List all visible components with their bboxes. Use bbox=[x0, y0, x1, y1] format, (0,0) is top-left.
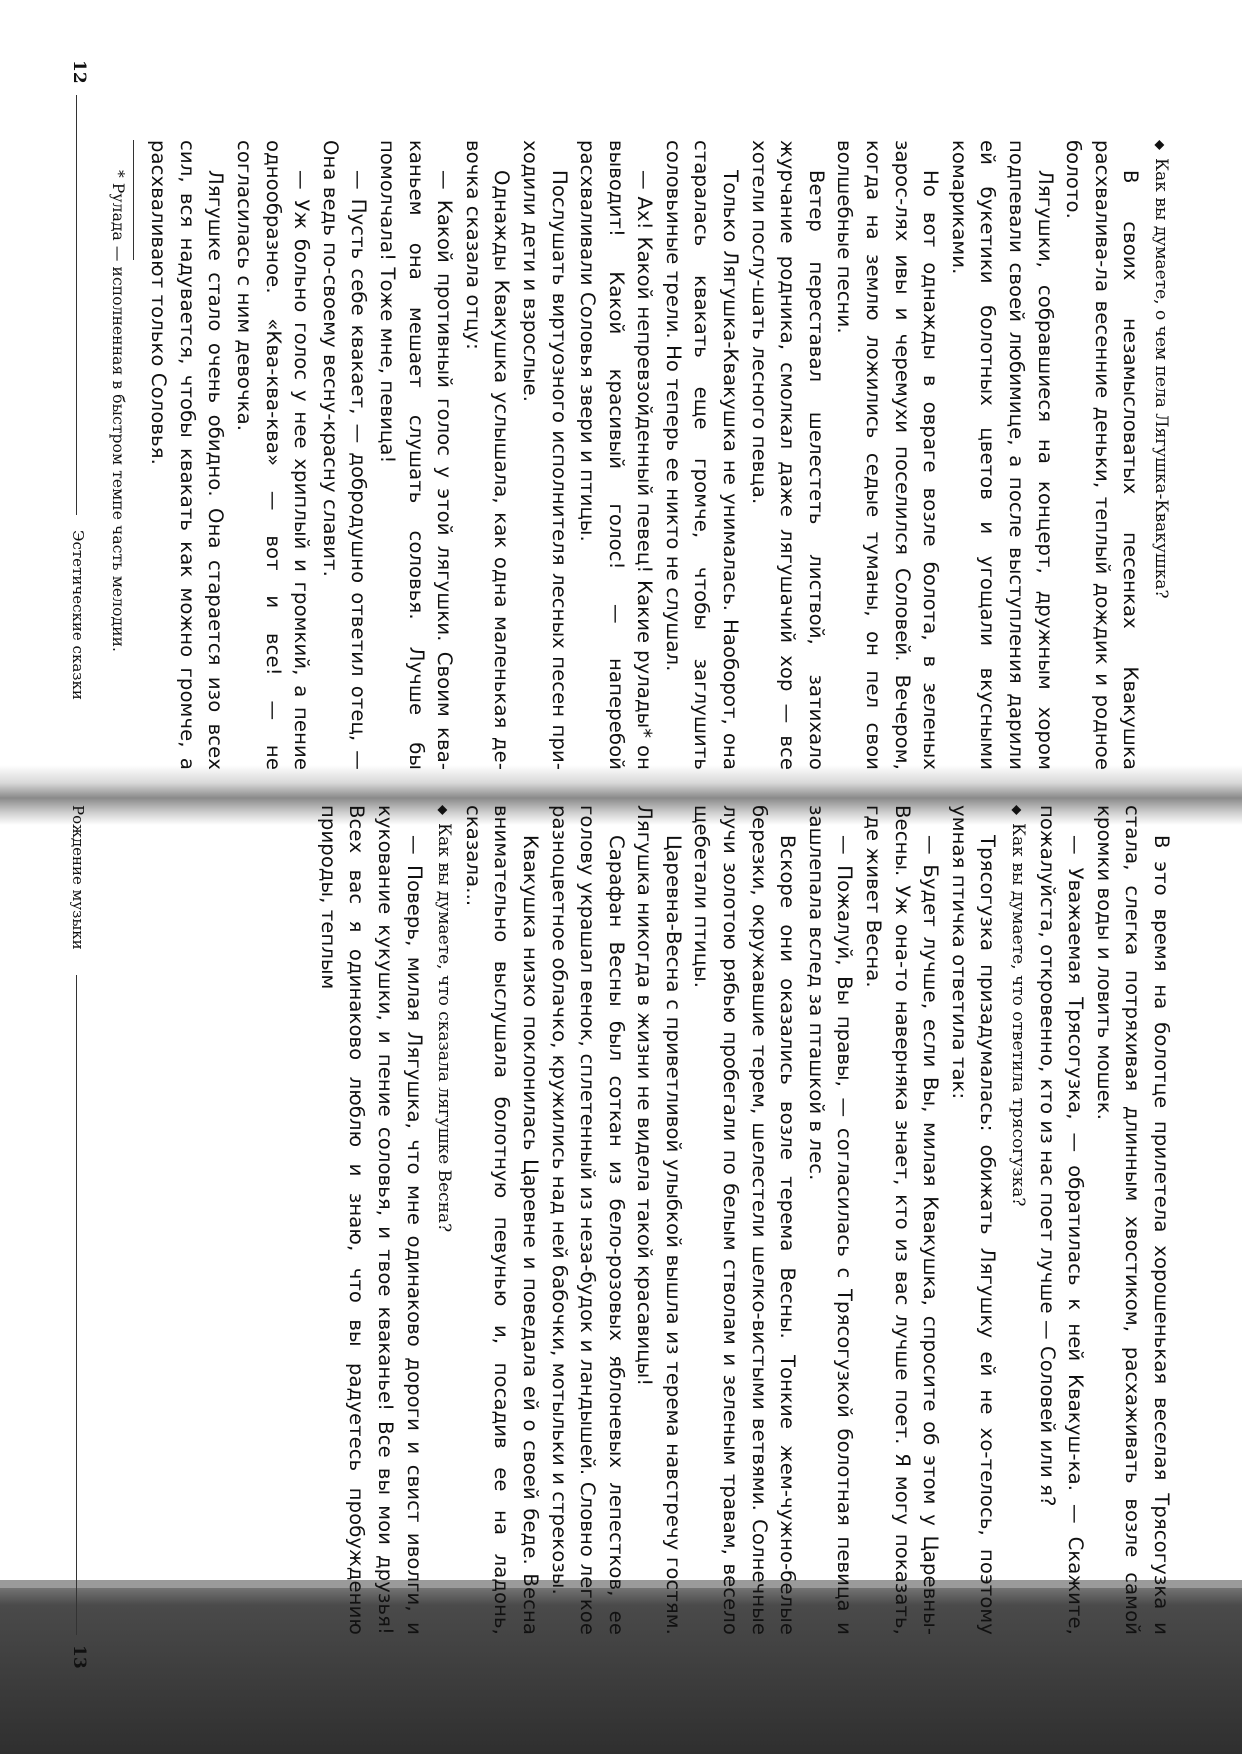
paragraph: Однажды Квакушка услышала, как одна маленькая де-вочка сказала отцу: bbox=[461, 140, 514, 770]
page-number-left: 12 bbox=[69, 60, 89, 84]
paragraph: Царевна-Весна с приветливой улыбкой вышла из терема навстречу гостям. Лягушка никогда в жизни не видела такой красавицы! bbox=[633, 805, 685, 1635]
paragraph: — Ах! Какой непревзойденный певец! Какие рулады* он выводит! Какой красивый голос! — наперебой расхваливали Соловья звери и птицы. bbox=[576, 140, 657, 770]
running-title-right: Рождение музыки bbox=[69, 805, 87, 950]
paragraph: В это время на болотце прилетела хорошенькая веселая Трясогузка и стала, слегка потряхивая длинным хвостиком, расхаживать возле самой кромки воды и ловить мошек. bbox=[1092, 805, 1173, 1635]
paragraph: Лягушки, собравшиеся на концерт, дружным хором подпевали своей любимице, а после выступления дарили ей букетики болотных цветов и угощали вкусными комариками. bbox=[947, 140, 1057, 770]
paragraph: — Уж больно голос у нее хриплый и громкий, а пение однообразное. «Ква-ква-ква» — вот и все! — не согласилась с ним девочка. bbox=[233, 140, 314, 770]
paragraph: — Уважаемая Трясогузка, — обратилась к ней Квакуш-ка. — Скажите, пожалуйста, откровенно, кто из нас поет лучше — Соловей или я? bbox=[1035, 805, 1088, 1635]
paragraph: Вскоре они оказались возле терема Весны. Тонкие жем-чужно-белые березки, окружавшие терем, шелестели шелко-вистыми ветвями. Солнечные лучи золотою рябью пробегали по белым стволам и зеленым травам, весело щебетали птицы. bbox=[690, 805, 800, 1635]
paragraph: В своих незамысловатых песенках Квакушка расхвалива-ла весенние деньки, теплый дождик и родное болото. bbox=[1062, 140, 1143, 770]
footer-rule-left bbox=[76, 95, 77, 515]
question-1: ◆Как вы думаете, о чем пела Лягушка-Квакушка? bbox=[1144, 140, 1175, 770]
paragraph: — Пожалуй, Вы правы, — согласилась с Трясогузкой болотная певица и зашлепала вслед за пташкой в лес. bbox=[804, 805, 857, 1635]
page-number-right: 13 bbox=[69, 1645, 89, 1669]
paragraph: — Пусть себе квакает, — добродушно ответил отец, — Она ведь по-своему весну-красну славит. bbox=[318, 140, 371, 770]
left-page bbox=[60, 60, 1175, 770]
left-page-text bbox=[108, 140, 1175, 770]
right-page bbox=[60, 805, 1175, 1669]
diamond-bullet-icon: ◆ bbox=[1009, 805, 1025, 815]
paragraph: — Будет лучше, если Вы, милая Квакушка, спросите об этом у Царевны-Весны. Уж она-то наверняка знает, кто из вас лучше поет. Я могу показать, где живет Весна. bbox=[862, 805, 943, 1635]
diamond-bullet-icon: ◆ bbox=[1152, 140, 1167, 150]
footnote: * Рулада — исполненная в быстром темпе часть мелодии. bbox=[108, 170, 127, 653]
paragraph: — Поверь, милая Лягушка, что мне одинаково дороги и свист иволги, и кукование кукушки, и пение соловья, и твое кваканье! Все вы мои друзья! Всех вас я одинаково люблю и знаю, что вы радуетесь пробуждению природы, теплым bbox=[316, 805, 426, 1635]
paragraph: — Какой противный голос у этой лягушки. Своим ква-каньем она мешает слушать соловья. Лучше бы помолчала! Тоже мне, певица! bbox=[375, 140, 457, 770]
paragraph: Сарафан Весны был соткан из бело-розовых яблоневых лепестков, ее голову украшал венок, сплетенный из неза-будок и ландышей. Словно легкое разноцветное облачко, кружились над ней бабочки, мотыльки и стрекозы. bbox=[547, 805, 628, 1635]
question-2: ◆Как вы думаете, что ответила трясогузка? bbox=[1001, 805, 1032, 1635]
paragraph: Но вот однажды в овраге возле болота, в зеленых зарос-лях ивы и черемухи поселился Соловей. Вечером, когда на землю ложились седые туманы, он пел свои волшебные песни. bbox=[833, 140, 943, 770]
footer-rule-right bbox=[76, 975, 77, 1635]
paragraph: Только Лягушка-Квакушка не унималась. Наоборот, она старалась квакать еще громче, чтобы заглушить соловьиные трели. Но теперь ее никто не слушал. bbox=[661, 140, 743, 770]
paragraph: Лягушке стало очень обидно. Она старается изо всех сил, вся надувается, чтобы квакать как можно громче, а расхваливают только Соловья. bbox=[147, 140, 228, 770]
running-title-left: Эстетические сказки bbox=[69, 530, 87, 700]
right-page-text bbox=[175, 805, 1175, 1635]
paragraph: Ветер переставал шелестеть листвой, затихало журчание родника, смолкал даже лягушачий хор — все хотели послу-шать лесного певца. bbox=[747, 140, 828, 770]
question-3: ◆Как вы думаете, что сказала лягушке Весна? bbox=[428, 805, 459, 1635]
footnote-divider bbox=[133, 140, 134, 260]
paragraph: Послушать виртуозного исполнителя лесных песен при-ходили дети и взрослые. bbox=[518, 140, 571, 770]
diamond-bullet-icon: ◆ bbox=[435, 805, 451, 815]
paragraph: Трясогузка призадумалась: обижать Лягушку ей не хо-телось, поэтому умная птичка ответила так: bbox=[947, 805, 1000, 1635]
paragraph: Квакушка низко поклонилась Царевне и поведала ей о своей беде. Весна внимательно выслушала болотную певунью и, посадив ее на ладонь, сказала... bbox=[461, 805, 542, 1635]
